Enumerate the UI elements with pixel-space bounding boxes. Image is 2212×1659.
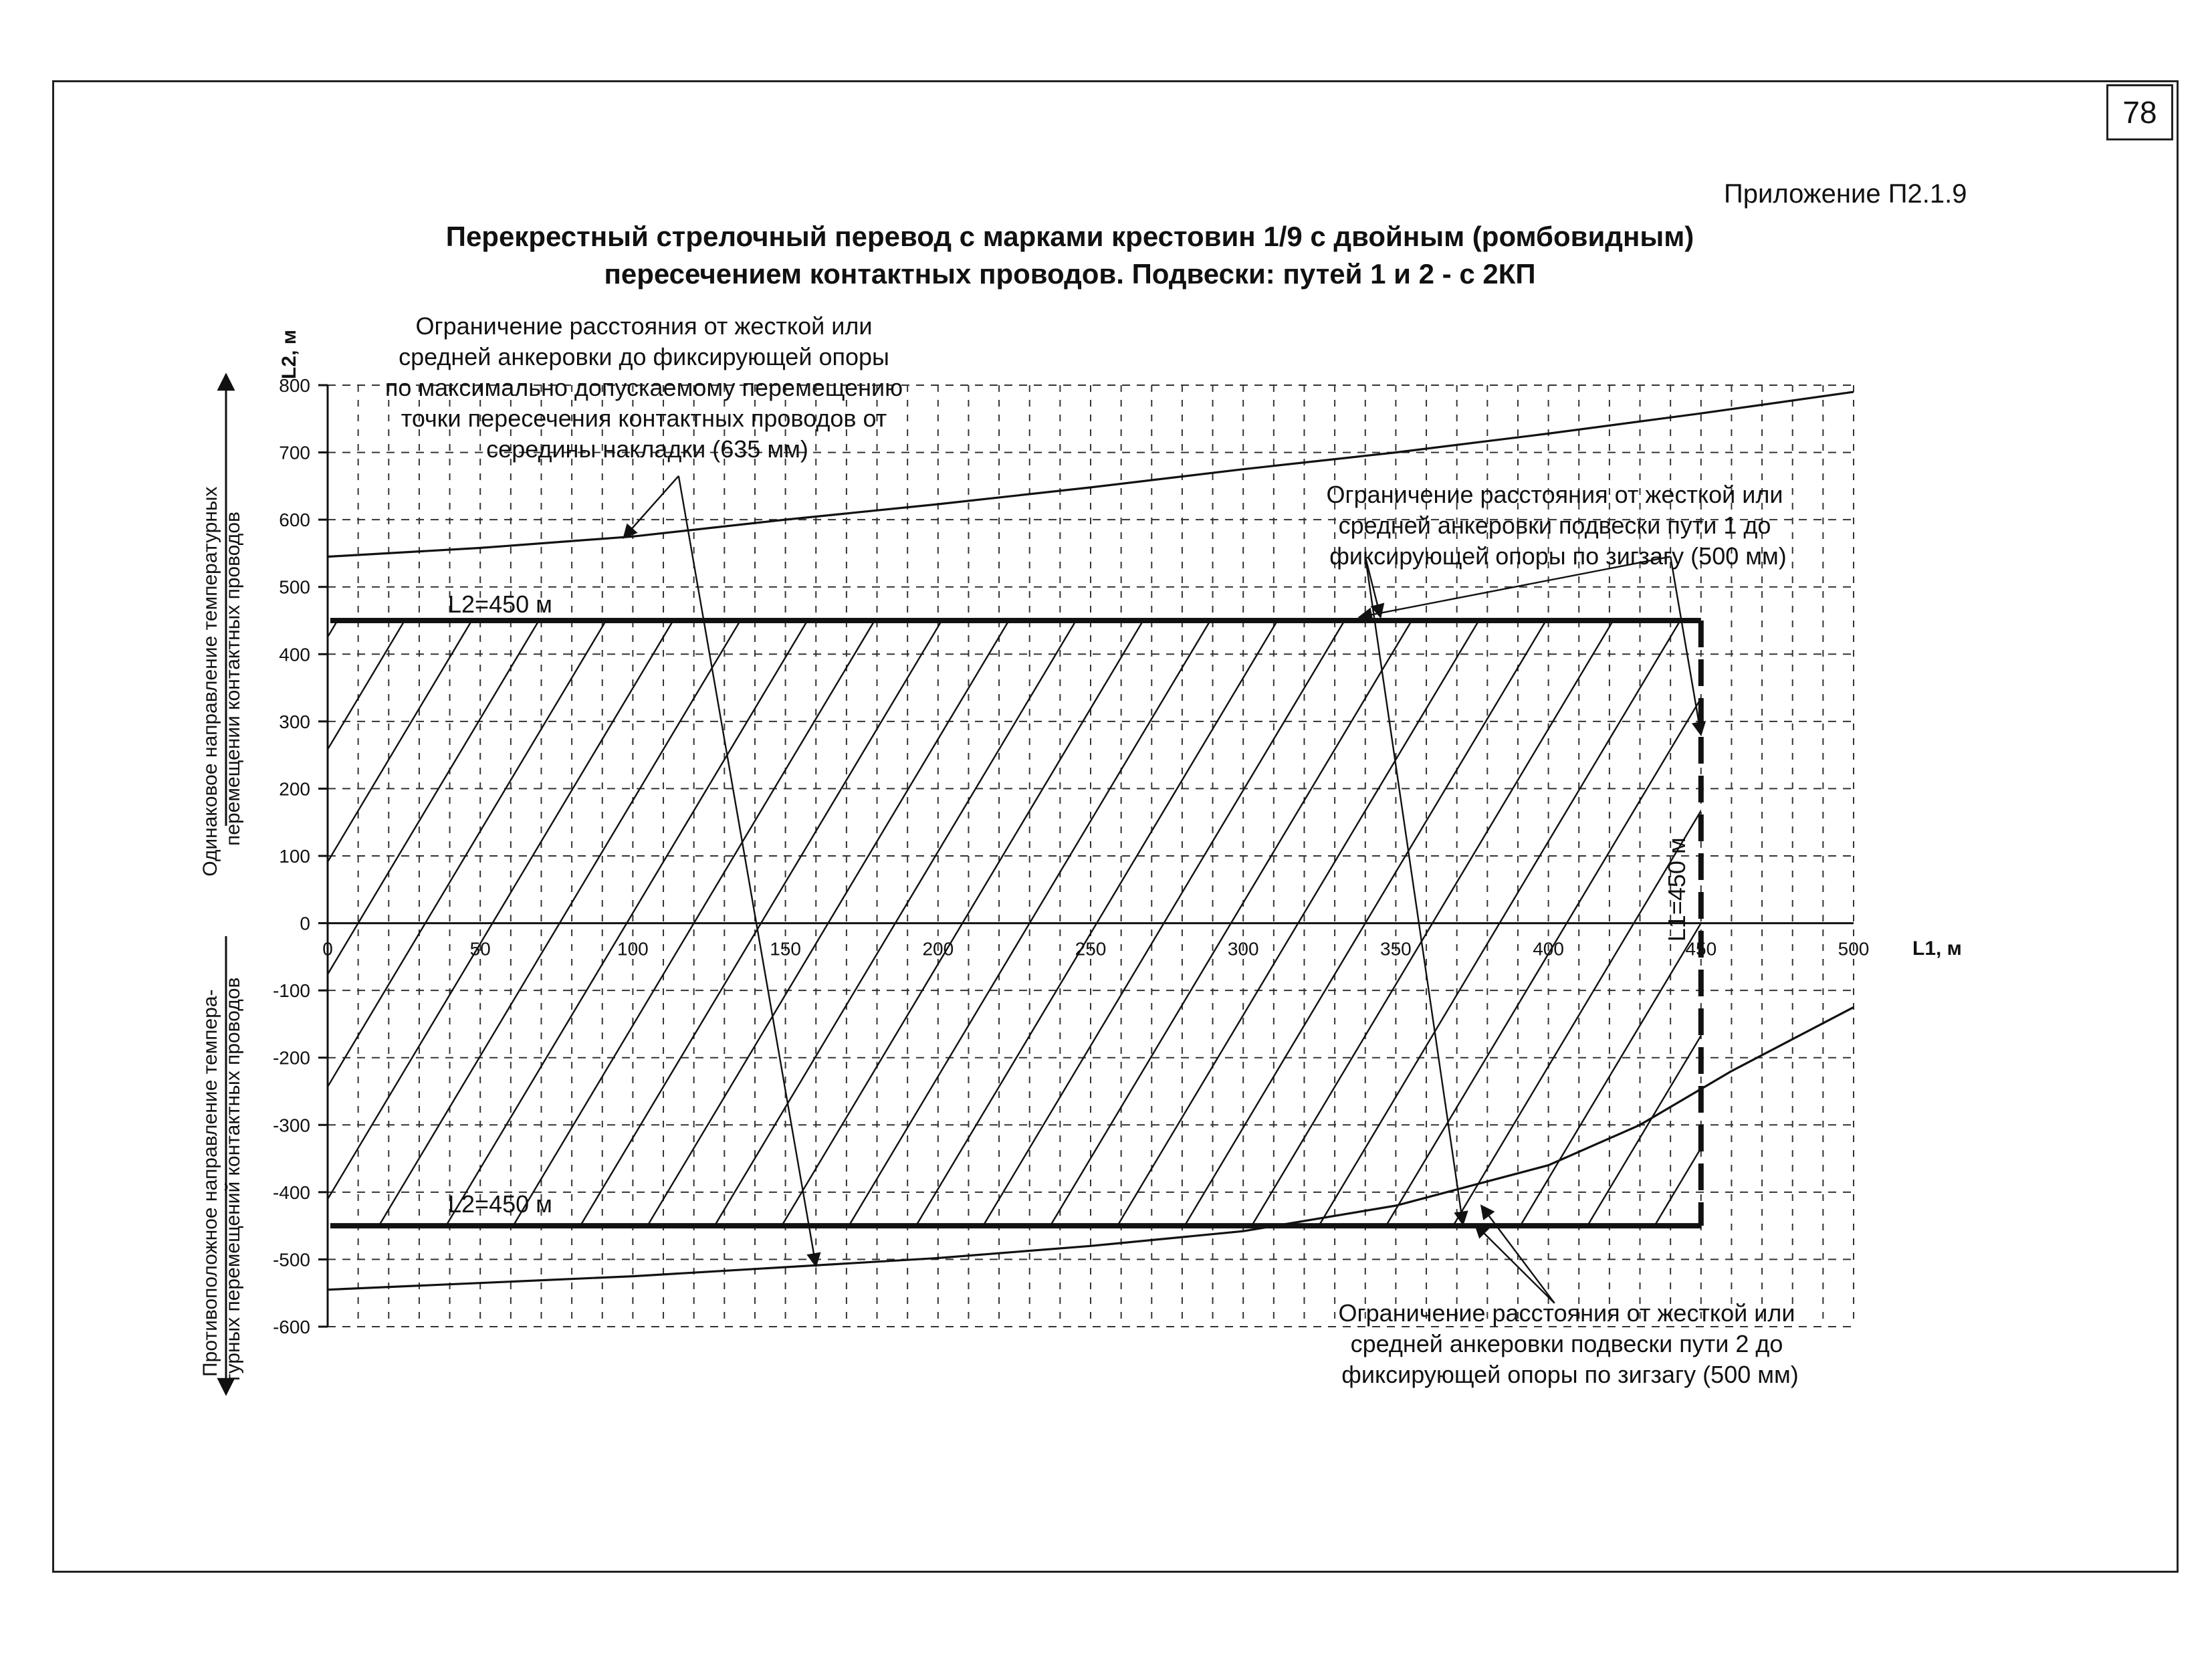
hatch-line: [1923, 621, 2212, 1226]
x-tick-label: 0: [322, 938, 333, 960]
annotation-right-lower: [1339, 1299, 1802, 1388]
annotation-top-left-line-3: по максимально допускаемому перемещению: [384, 374, 903, 401]
annotation-right-upper-line-2: средней анкеровки подвески пути 1 до: [1338, 512, 1771, 539]
y-upper-direction-line-1: Одинаковое направление температурных: [199, 486, 221, 877]
x-tick-label: 400: [1533, 938, 1564, 960]
leader-arrow: [624, 476, 679, 538]
y-tick-label: 700: [279, 442, 310, 463]
limit-label-lower: L2=450 м: [448, 1190, 552, 1218]
x-tick-label: 200: [922, 938, 954, 960]
x-tick-label: 300: [1227, 938, 1259, 960]
x-tick-label: 500: [1838, 938, 1870, 960]
y-tick-label: -500: [272, 1249, 310, 1270]
x-axis-title: L1, м: [1912, 937, 1962, 960]
annotation-top-left-line-1: Ограничение расстояния от жесткой или: [415, 312, 873, 340]
y-upper-direction-label: [199, 481, 244, 877]
leader-arrow: [1670, 556, 1701, 735]
annotation-top-left-line-5: середины накладки (635 мм): [486, 435, 808, 463]
y-tick-label: 300: [279, 711, 310, 732]
x-tick-label: 50: [469, 938, 491, 960]
limit-label-vertical: L1=450 м: [1662, 837, 1690, 942]
y-lower-direction-line-2: турных перемещений контактных проводов: [222, 977, 244, 1384]
y-tick-label: -400: [272, 1182, 310, 1203]
y-tick-label: -100: [272, 980, 310, 1002]
annotation-top-left: [385, 312, 909, 463]
y-tick-label: 500: [279, 576, 310, 598]
x-tick-label: 450: [1685, 938, 1717, 960]
annotation-right-upper: [1327, 481, 1790, 570]
y-tick-label: -600: [272, 1317, 310, 1337]
x-tick-label: 100: [617, 938, 649, 960]
y-tick-label: -200: [272, 1047, 310, 1069]
x-tick-label: 250: [1075, 938, 1107, 960]
annotation-right-upper-line-3: фиксирующей опоры по зигзагу (500 мм): [1329, 542, 1787, 570]
page-number: 78: [2106, 84, 2173, 140]
y-tick-label: 200: [279, 778, 310, 800]
x-tick-label: 150: [770, 938, 801, 960]
title-line-2: пересечением контактных проводов. Подвески: путей 1 и 2 - с 2КП: [604, 258, 1536, 290]
annotation-right-lower-line-1: Ограничение расстояния от жесткой или: [1338, 1299, 1795, 1327]
y-upper-direction-line-2: перемещении контактных проводов: [222, 512, 244, 846]
hatch-line: [0, 621, 203, 1226]
y-tick-label: -300: [272, 1115, 310, 1136]
y-tick-label: 100: [279, 846, 310, 867]
leader-arrow: [679, 476, 816, 1266]
annotation-right-lower-line-2: средней анкеровки подвески пути 2 до: [1350, 1330, 1783, 1357]
title-line-1: Перекрестный стрелочный перевод с марками крестовин 1/9 с двойным (ромбовидным): [445, 221, 1694, 252]
annotation-right-upper-line-1: Ограничение расстояния от жесткой или: [1326, 481, 1783, 508]
appendix-label: Приложение П2.1.9: [1724, 179, 1967, 209]
y-tick-label: 600: [279, 510, 310, 531]
y-tick-label: 0: [300, 913, 310, 934]
y-lower-direction-line-1: Противоположное направление темпера-: [199, 989, 221, 1377]
annotation-right-lower-line-3: фиксирующей опоры по зигзагу (500 мм): [1341, 1361, 1799, 1388]
y-axis-title: L2, м: [278, 330, 300, 379]
annotation-top-left-line-4: точки пересечения контактных проводов от: [401, 405, 887, 432]
limit-label-upper: L2=450 м: [448, 590, 552, 618]
y-lower-direction-label: [199, 978, 244, 1384]
annotation-top-left-line-2: средней анкеровки до фиксирующей опоры: [399, 343, 889, 370]
x-tick-label: 350: [1380, 938, 1412, 960]
y-tick-label: 400: [279, 644, 310, 665]
hatch-line: [1856, 621, 2212, 1226]
leader-arrow: [1475, 1224, 1555, 1303]
y-tick-label: 800: [279, 375, 310, 396]
